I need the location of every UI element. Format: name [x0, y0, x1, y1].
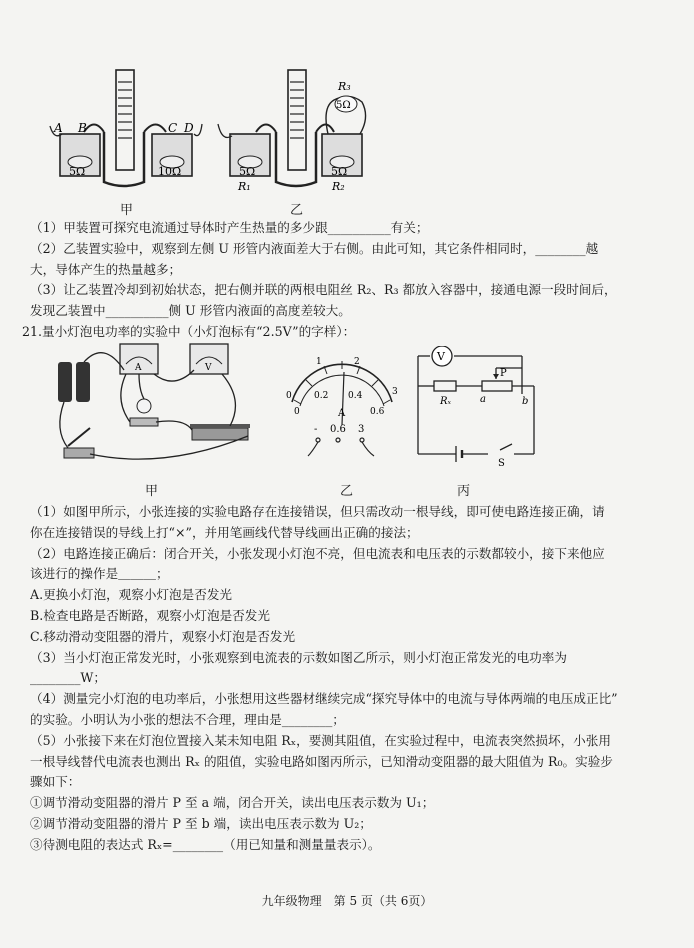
q21-line: （5）小张接下来在灯泡位置接入某未知电阻 Rₓ，要测其阻值，在实验过程中，电流表突然损坏，小张用 [30, 732, 611, 748]
resistor-left-value: 5Ω [69, 165, 86, 178]
r3-label: R₃ [338, 80, 351, 93]
meter-unit: A [338, 408, 346, 419]
scale-top-3: 3 [392, 387, 398, 397]
r3-value: 5Ω [336, 100, 351, 111]
label-d: D [184, 121, 194, 135]
q21-option-a: A.更换小灯泡，观察小灯泡是否发光 [30, 587, 233, 603]
page-footer: 九年级物理 第 5 页（共 6页） [261, 894, 433, 908]
circuit-voltmeter: V [437, 350, 445, 363]
q21-line: ________W； [30, 670, 106, 686]
terminal-neg: - [314, 424, 318, 435]
r1-label: R₁ [238, 180, 251, 193]
q21-step-1: ①调节滑动变阻器的滑片 P 至 a 端，闭合开关，读出电压表示数为 U₁； [30, 795, 435, 811]
r1-value: 5Ω [239, 165, 256, 178]
terminal-06: 0.6 [330, 424, 346, 435]
q21-option-c: C.移动滑动变阻器的滑片，观察小灯泡是否发光 [30, 628, 296, 644]
q21-option-b: B.检查电路是否断路，观察小灯泡是否发光 [30, 607, 270, 623]
circuit-a: a [480, 394, 486, 405]
terminal-3: 3 [358, 424, 365, 435]
q21-line: 的实验。小明认为小张的想法不合理，理由是________； [30, 711, 345, 727]
scale-top-0: 0 [286, 391, 292, 401]
ammeter-letter: A [135, 363, 142, 373]
scale-bottom-2: 0.4 [348, 391, 363, 401]
q21-line: （4）测量完小灯泡的电功率后，小张想用这些器材继续完成“探究导体中的电流与导体两端的电压成正比” [30, 691, 618, 707]
figure-jia-heat-apparatus [44, 62, 204, 197]
circuit-rx: Rₓ [440, 396, 452, 407]
resistor-right-value: 10Ω [158, 165, 182, 178]
caption-circuit-jia: 甲 [145, 484, 159, 499]
figure-circuit-diagram [404, 346, 554, 471]
q20-line-2: （2）乙装置实验中，观察到左侧 U 形管内液面差大于右侧。由此可知，其它条件相同时，________越 [30, 240, 599, 256]
question-20 [30, 218, 662, 322]
scale-top-2: 2 [354, 357, 360, 367]
q21-line: 该进行的操作是＿＿＿； [30, 566, 169, 582]
scale-bottom-0: 0 [294, 407, 300, 417]
q20-line-1: （1）甲装置可探究电流通过导体时产生热量的多少跟__________有关； [30, 220, 429, 235]
circuit-b: b [522, 396, 529, 407]
q21-step-2: ②调节滑动变阻器的滑片 P 至 b 端，读出电压表示数为 U₂； [30, 815, 372, 831]
label-c: C [168, 121, 178, 135]
r2-value: 5Ω [331, 165, 348, 178]
question-21-body [30, 502, 662, 856]
question-21-title: 21.量小灯泡电功率的实验中（小灯泡标有“2.5V”的字样）： [22, 324, 356, 339]
q21-line: 一根导线替代电流表也测出 Rₓ 的阻值，实验电路如图丙所示，已知滑动变阻器的最大阻值为 R₀。实验步 [30, 753, 613, 769]
q21-line: （1）如图甲所示，小张连接的实验电路存在连接错误，但只需改动一根导线，即可使电路连接正确，请 [30, 504, 605, 519]
circuit-s: S [498, 458, 505, 469]
caption-jia: 甲 [120, 203, 134, 218]
q21-line: 你在连接错误的导线上打“×”，并用笔画线代替导线画出正确的接法； [30, 524, 419, 540]
figure-ammeter-dial [282, 350, 402, 460]
label-b: B [78, 121, 87, 135]
q21-line: 骤如下： [30, 774, 81, 790]
label-a: A [54, 121, 63, 135]
figure-yi-heat-apparatus [210, 62, 385, 197]
q20-line-4: （3）让乙装置冷却到初始状态，把右侧并联的两根电阻丝 R₂、R₃ 都放入容器中，接通电源一段时间后， [30, 282, 617, 298]
scale-top-1: 1 [316, 357, 322, 367]
caption-circuit-bing: 丙 [457, 484, 471, 499]
figure-circuit-photo [44, 340, 262, 478]
q20-line-5: 发现乙装置中__________侧 U 形管内液面的高度差较大。 [30, 303, 351, 319]
circuit-p: P [500, 368, 507, 379]
r2-label: R₂ [332, 180, 345, 193]
caption-yi: 乙 [290, 203, 304, 218]
q21-line: （2）电路连接正确后：闭合开关，小张发现小灯泡不亮，但电流表和电压表的示数都较小，接下来他应 [30, 545, 605, 561]
q21-step-3: ③待测电阻的表达式 Rₓ=________（用已知量和测量量表示）。 [30, 836, 381, 852]
scale-bottom-1: 0.2 [314, 391, 329, 401]
voltmeter-letter: V [205, 363, 212, 373]
caption-meter-yi: 乙 [340, 484, 354, 499]
q20-line-3: 大，导体产生的热量越多； [30, 261, 182, 277]
q21-line: （3）当小灯泡正常发光时，小张观察到电流表的示数如图乙所示，则小灯泡正常发光的电功率为 [30, 649, 567, 665]
scale-bottom-3: 0.6 [370, 407, 385, 417]
